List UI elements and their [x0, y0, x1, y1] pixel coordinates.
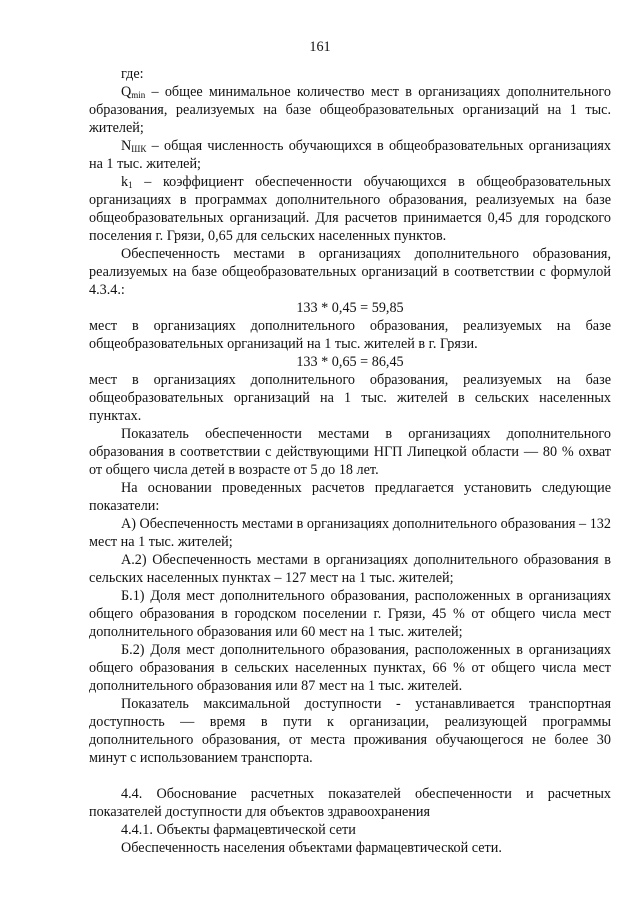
nshk-definition-text: – общая численность обучающихся в общеобразовательных организациях на 1 тыс. жителей;: [89, 138, 611, 172]
paragraph-nshk-definition: [89, 137, 611, 173]
formula-city: 133 * 0,45 = 59,85: [296, 300, 404, 316]
subscript-shk: ШК: [131, 144, 147, 154]
symbol-k: k: [121, 174, 129, 190]
subsection-heading-4-4-1: 4.4.1. Объекты фармацевтической сети: [121, 822, 356, 838]
formula-rural: 133 * 0,65 = 86,45: [296, 354, 404, 370]
indicator-b1: Б.1) Доля мест дополнительного образования, расположенных в организациях общего образования в городском поселении г. Грязи, 45 % от общего числа мест дополнительного образования или 60 мест на 1 тыс. жителей;: [89, 588, 611, 640]
body-text: [89, 65, 611, 857]
paragraph-provision-formula-intro: Обеспеченность местами в организациях дополнительного образования, реализуемых на базе общеобразовательных организаций в соответствии с формулой 4.3.4.:: [89, 246, 611, 298]
indicator-a: А) Обеспеченность местами в организациях дополнительного образования – 132 мест на 1 тыс. жителей;: [89, 516, 611, 550]
page-number: 161: [309, 39, 331, 55]
indicator-b2: Б.2) Доля мест дополнительного образования, расположенных в организациях общего образования в сельских населенных пунктах, 66 % от общего числа мест дополнительного образования или 87 мест на 1 тыс. жителей.: [89, 642, 611, 694]
paragraph-qmin-definition: [89, 83, 611, 137]
symbol-q: Q: [121, 84, 132, 100]
k1-definition-text: – коэффициент обеспеченности обучающихся в общеобразовательных организациях в программах дополнительного образования, реализуемых на базе общеобразовательных организаций. Для расчетов принимается 0,45 для городского поселения г. Грязи, 0,65 для сельских населенных пунктов.: [89, 174, 611, 244]
paragraph-max-accessibility: Показатель максимальной доступности - устанавливается транспортная доступность — время в пути к организации, реализующей программы дополнительного образования, от места проживания обучающегося не более 30 минут с использованием транспорта.: [89, 696, 611, 766]
subscript-1: 1: [128, 180, 133, 190]
paragraph-rural-result: мест в организациях дополнительного образования, реализуемых на базе общеобразовательных организаций на 1 тыс. жителей в сельских населенных пунктах.: [89, 372, 611, 424]
qmin-definition-text: – общее минимальное количество мест в организациях дополнительного образования, реализуемых на базе общеобразовательных организаций на 1 тыс. жителей;: [89, 84, 611, 136]
paragraph-city-result: мест в организациях дополнительного образования, реализуемых на базе общеобразовательных организаций на 1 тыс. жителей в г. Грязи.: [89, 318, 611, 352]
paragraph-where: где:: [121, 66, 144, 82]
paragraph-proposal: На основании проведенных расчетов предлагается установить следующие показатели:: [89, 480, 611, 514]
paragraph-pharmacy-provision: Обеспеченность населения объектами фармацевтической сети.: [121, 840, 502, 856]
paragraph-k1-definition: [89, 173, 611, 245]
paragraph-regional-norm: Показатель обеспеченности местами в организациях дополнительного образования в соответствии с действующими НГП Липецкой области — 80 % охват от общего числа детей в возрасте от 5 до 18 лет.: [89, 426, 611, 478]
section-heading-4-4: 4.4. Обоснование расчетных показателей обеспеченности и расчетных показателей доступности для объектов здравоохранения: [89, 786, 611, 820]
subscript-min: min: [131, 90, 146, 100]
indicator-a2: А.2) Обеспеченность местами в организациях дополнительного образования в сельских населенных пунктах – 127 мест на 1 тыс. жителей;: [89, 552, 611, 586]
symbol-n: N: [121, 138, 132, 154]
